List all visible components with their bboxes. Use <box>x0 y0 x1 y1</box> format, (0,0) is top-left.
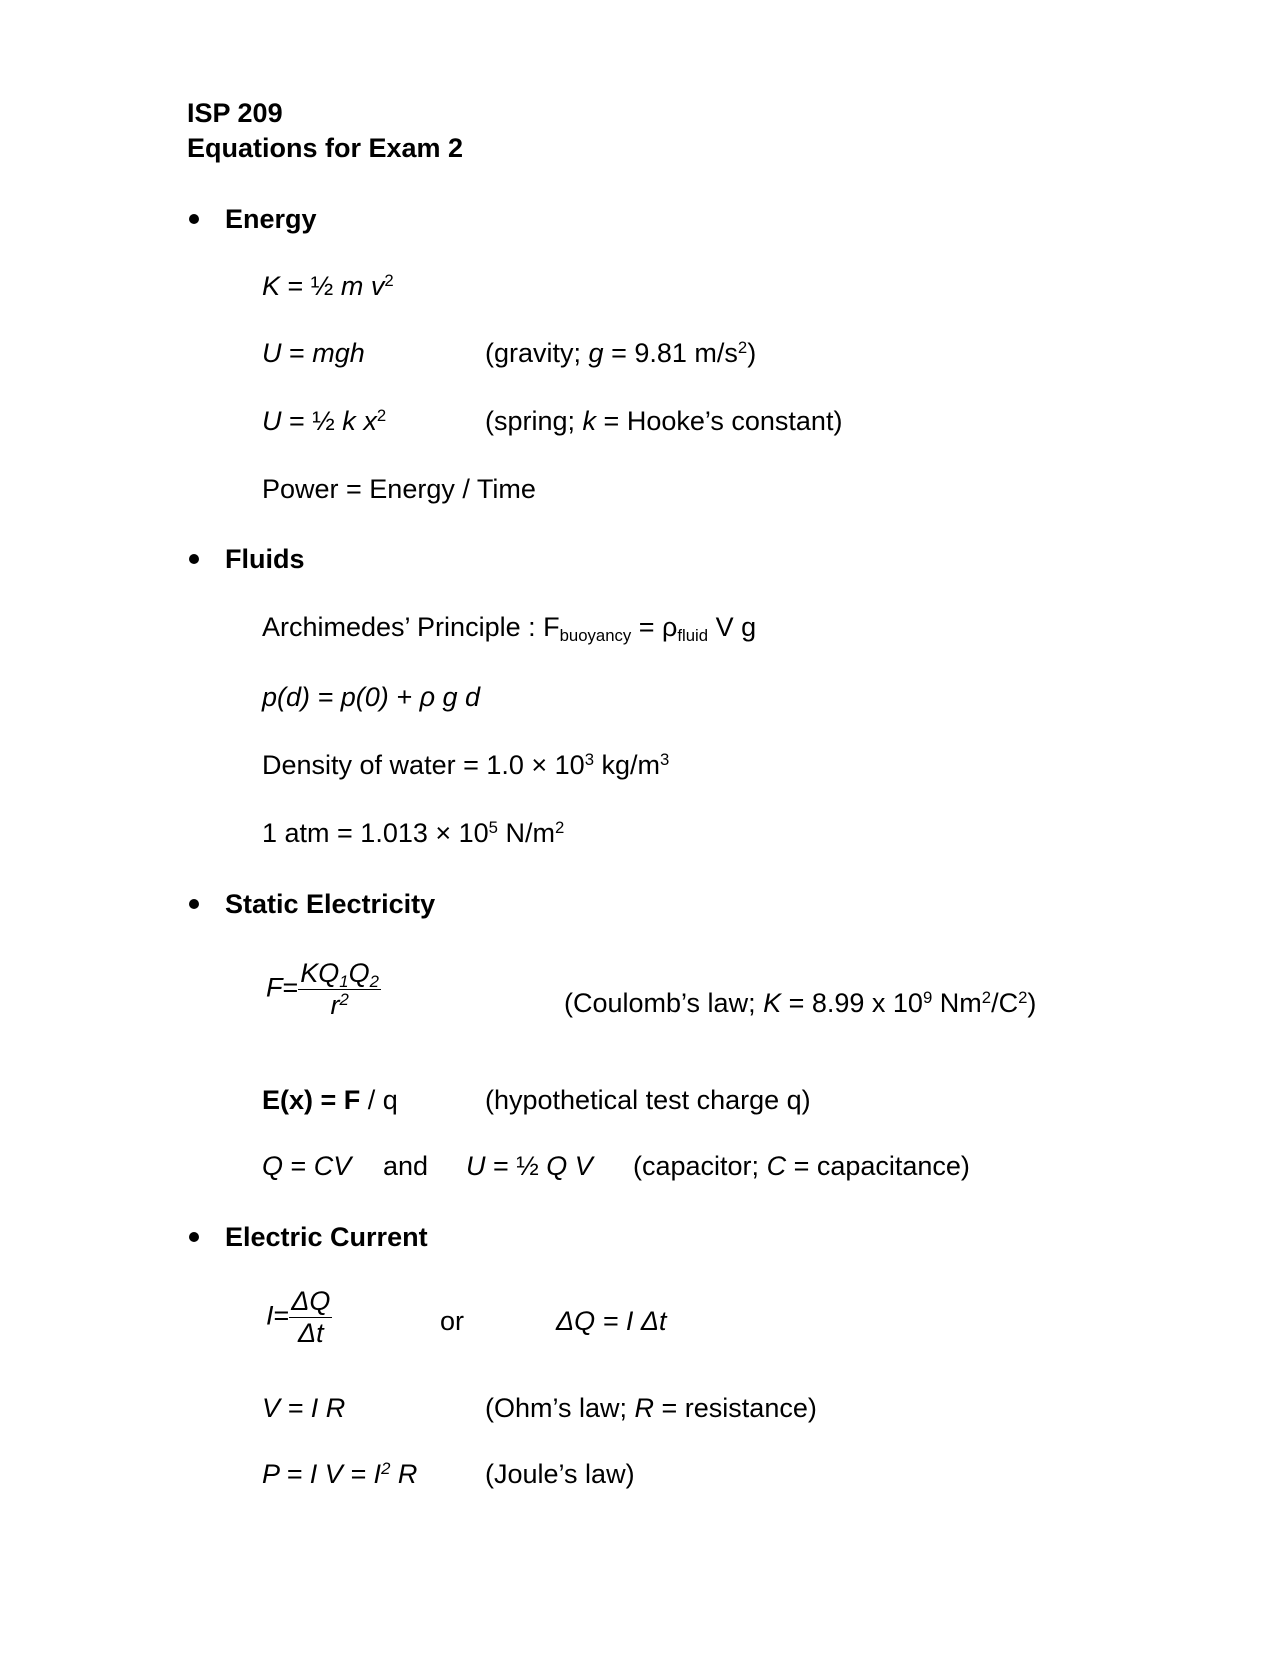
equation-kinetic-energy: K = ½ m $v^2$ <box>262 270 394 301</box>
equation-spring-potential: U = ½ k $x^2$ <box>262 405 387 436</box>
equation-archimedes: Archimedes’ Principle : $F_{buoyancy} = \rho_{fluid}$ V g <box>262 612 757 646</box>
fraction: $\frac{KQ_1Q_2}{r^2}$ <box>300 958 379 1020</box>
equation-atmosphere: 1 atm = $1.013 \times 10^5$ $N/m^2$ <box>262 817 565 848</box>
course-code: ISP 209 <box>187 98 283 128</box>
equation-power: Power = Energy / Time <box>262 474 536 504</box>
section-heading-fluids: Fluids <box>225 544 305 574</box>
section-heading-energy: Energy <box>225 204 317 234</box>
equation-electric-field: E(x) = F / q <box>262 1085 398 1115</box>
note-coulomb: (Coulomb’s law; K = 8.99 x $10^9$ $Nm^2/C^2$) <box>564 987 1037 1018</box>
bullet-icon <box>189 554 199 564</box>
note-capacitor: (capacitor; C = capacitance) <box>633 1151 970 1181</box>
equation-ohm: V = I R <box>262 1393 346 1423</box>
equation-current-definition: I= $\frac{\Delta Q}{\Delta t}$ <box>266 1286 331 1348</box>
note-joule: (Joule’s law) <box>485 1459 635 1489</box>
equation-charge-change: ΔQ = I Δt <box>556 1306 667 1336</box>
note-gravity: (gravity; g = 9.81 $m/s^2$) <box>485 337 757 368</box>
bullet-icon <box>189 899 199 909</box>
document-title: Equations for Exam 2 <box>187 133 464 163</box>
bullet-icon <box>189 1232 199 1242</box>
section-heading-electric-current: Electric Current <box>225 1222 428 1252</box>
equation-capacitor-energy: U = ½ Q V <box>466 1151 593 1181</box>
equation-pressure-depth: p(d) = p(0) + ρ g d <box>262 682 481 712</box>
fraction: $\frac{\Delta Q}{\Delta t}$ <box>291 1286 331 1348</box>
section-heading-static-electricity: Static Electricity <box>225 889 436 919</box>
equation-joule: P = I $V = I^2$ R <box>262 1458 418 1489</box>
conjunction-or: or <box>440 1306 465 1336</box>
note-ohm: (Ohm’s law; R = resistance) <box>485 1393 817 1423</box>
note-electric-field: (hypothetical test charge q) <box>485 1085 811 1115</box>
equation-capacitor-charge: Q = CV <box>262 1151 352 1181</box>
equation-gravity-potential: U = mgh <box>262 338 365 368</box>
equation-water-density: Density of water = $1.0 \times 10^3$ $kg/m^3$ <box>262 749 670 780</box>
equation-coulomb: F= $\frac{KQ_1Q_2}{r^2}$ <box>266 958 379 1020</box>
bullet-icon <box>189 214 199 224</box>
note-spring: (spring; k = Hooke’s constant) <box>485 406 843 436</box>
conjunction-and: and <box>383 1151 429 1181</box>
